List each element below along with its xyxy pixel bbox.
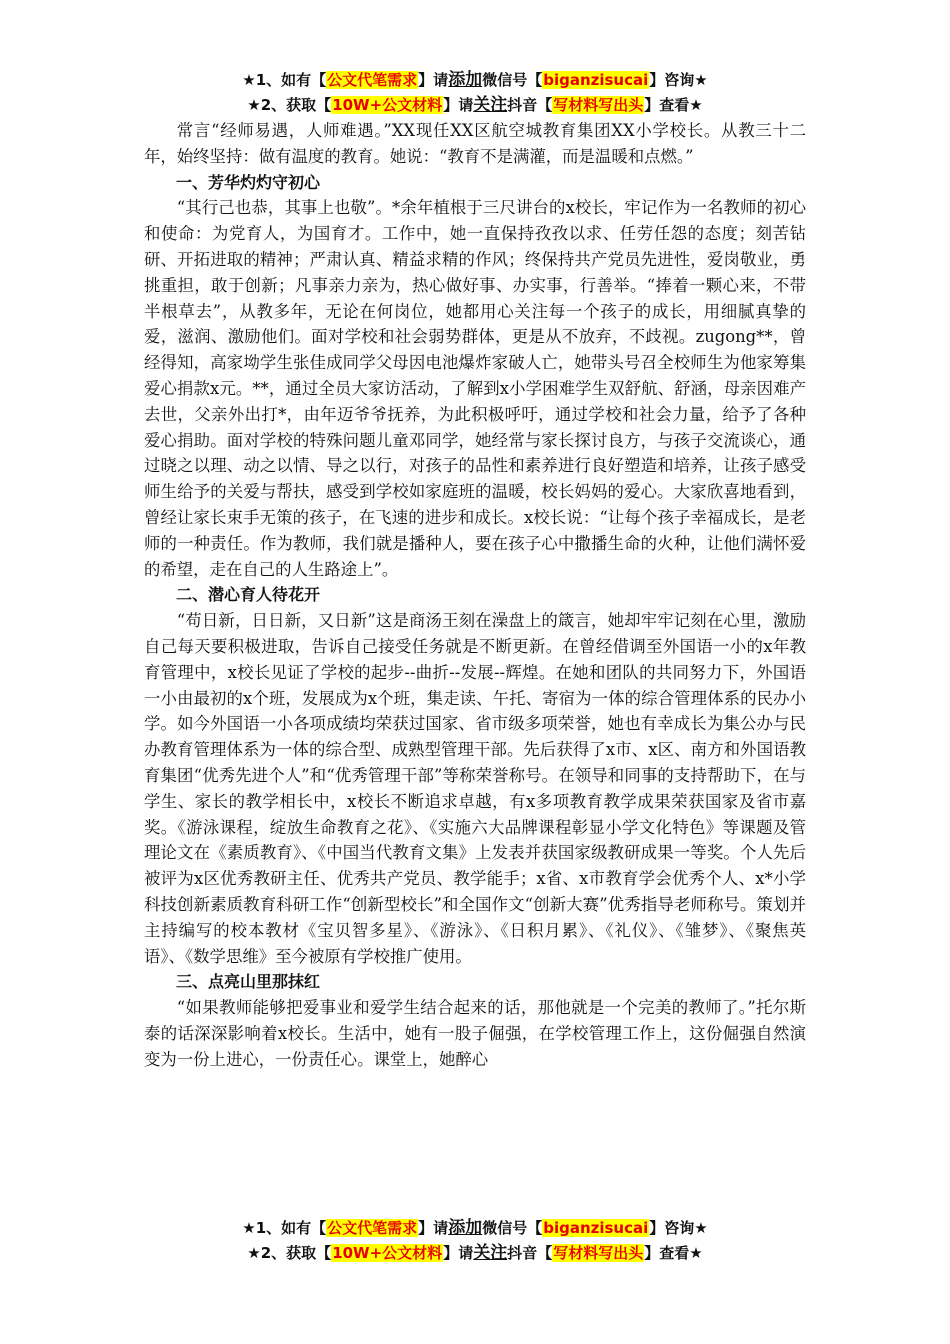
promo-text: ★1、如有【 (242, 1219, 327, 1237)
article-body (144, 118, 806, 1072)
promo-line-2 (0, 1241, 950, 1266)
promo-text: 抖音【 (507, 1244, 553, 1262)
promo-highlight: 公文代笔需求 (327, 1219, 418, 1237)
section-paragraph-2: “苟日新，日日新，又日新”这是商汤王刻在澡盘上的箴言，她却牢牢记刻在心里，激励自己每天要积极进取，告诉自己接受任务就是不断更新。在曾经借调至外国语一小的x年教育管理中，x校长见证了学校的起步--曲折--发展--辉煌。在她和团队的共同努力下，外国语一小由最初的x个班，发展成为x个班，集走读、午托、寄宿为一体的综合管理体系的民办小学。如今外国语一小各项成绩均荣获过国家、省市级多项荣誉，她也有幸成长为集公办与民办教育管理体系为一体的综合型、成熟型管理干部。先后获得了x市、x区、南方和外国语教育集团“优秀先进个人”和“优秀管理干部”等称荣誉称号。在领导和同事的支持帮助下，在与学生、家长的教学相长中，x校长不断追求卓越，有x多项教育教学成果荣获国家及省市嘉奖。《游泳课程，绽放生命教育之花》、《实施六大品牌课程彰显小学文化特色》等课题及管理论文在《素质教育》、《中国当代教育文集》上发表并获国家级教研成果一等奖。个人先后被评为x区优秀教研主任、优秀共产党员、教学能手；x省、x市教育学会优秀个人、x*小学科技创新素质教育科研工作“创新型校长”和全国作文“创新大赛”优秀指导老师称号。策划并主持编写的校本教材《宝贝智多星》、《游泳》、《日积月累》、《礼仪》、《雏梦》、《聚焦英语》、《数学思维》至今被原有学校推广使用。 (144, 611, 806, 966)
promo-highlight: 写材料写出头 (553, 1244, 644, 1262)
section-heading-3: 三、点亮山里那抹红 (176, 972, 321, 992)
promo-text: 】请 (443, 1244, 474, 1262)
section-heading-1: 一、芳华灼灼守初心 (176, 172, 321, 192)
promo-text: 】请 (443, 96, 474, 114)
promo-banner-top (0, 68, 950, 118)
intro-paragraph: 常言“经师易遇，人师难遇。”XX现任XX区航空城教育集团XX小学校长。从教三十二年，始终坚持：做有温度的教育。她说：“教育不是满灌，而是温暖和点燃。” (144, 121, 806, 166)
promo-text: 微信号【 (482, 1219, 543, 1237)
promo-highlight: biganzisucai (543, 1219, 649, 1237)
section-heading-2: 二、潜心育人待花开 (176, 585, 321, 605)
promo-text: ★1、如有【 (242, 71, 327, 89)
promo-text: ★2、获取【 (247, 1244, 332, 1262)
promo-emphasis: 关注 (473, 95, 508, 115)
promo-line-2 (0, 93, 950, 118)
promo-banner-bottom (0, 1216, 950, 1266)
promo-line-1 (0, 1216, 950, 1241)
promo-highlight: 10W+公文材料 (332, 1244, 443, 1262)
promo-emphasis: 关注 (473, 1243, 508, 1263)
promo-text: 】请 (418, 1219, 449, 1237)
section-paragraph-1: “其行己也恭，其事上也敬”。*余年植根于三尺讲台的x校长，牢记作为一名教师的初心和使命：为党育人，为国育才。工作中，她一直保持孜孜以求、任劳任怨的态度；刻苦钻研、开拓进取的精神；严肃认真、精益求精的作风；终保持共产党员先进性，爱岗敬业，勇挑重担，敢于创新；凡事亲力亲为，热心做好事、办实事，行善举。“捧着一颗心来，不带半根草去”，从教多年，无论在何岗位，她都用心关注每一个孩子的成长，用细腻真挚的爱，滋润、激励他们。面对学校和社会弱势群体，更是从不放弃，不歧视。zugong**，曾经得知，高家坳学生张佳成同学父母因电池爆炸家破人亡，她带头号召全校师生为他家筹集爱心捐款x元。**，通过全员大家访活动，了解到x小学困难学生双舒航、舒涵，母亲因难产去世，父亲外出打*，由年迈爷爷抚养，为此积极呼吁，通过学校和社会力量，给予了各种爱心捐助。面对学校的特殊问题儿童邓同学，她经常与家长探讨良方，与孩子交流谈心，通过晓之以理、动之以情、导之以行，对孩子的品性和素养进行良好塑造和培养，让孩子感受师生给予的关爱与帮扶，感受到学校如家庭班的温暖，校长妈妈的爱心。大家欣喜地看到，曾经让家长束手无策的孩子，在飞速的进步和成长。x校长说：“让每个孩子幸福成长，是老师的一种责任。作为教师，我们就是播种人，要在孩子心中撒播生命的火种，让他们满怀爱的希望，走在自己的人生路途上”。 (144, 198, 806, 579)
promo-highlight: 写材料写出头 (553, 96, 644, 114)
promo-text: 抖音【 (507, 96, 553, 114)
promo-text: ★2、获取【 (247, 96, 332, 114)
promo-text: 微信号【 (482, 71, 543, 89)
promo-text: 】请 (418, 71, 449, 89)
promo-highlight: 公文代笔需求 (327, 71, 418, 89)
section-paragraph-3: “如果教师能够把爱事业和爱学生结合起来的话，那他就是一个完美的教师了。”托尔斯泰的话深深影响着x校长。生活中，她有一股子倔强，在学校管理工作上，这份倔强自然演变为一份上进心，一份责任心。课堂上，她醉心 (144, 998, 806, 1069)
promo-text: 】咨询★ (649, 1219, 708, 1237)
promo-line-1 (0, 68, 950, 93)
promo-text: 】查看★ (644, 1244, 703, 1262)
promo-text: 】咨询★ (649, 71, 708, 89)
promo-emphasis: 添加 (448, 1218, 483, 1238)
promo-emphasis: 添加 (448, 70, 483, 90)
promo-highlight: 10W+公文材料 (332, 96, 443, 114)
promo-text: 】查看★ (644, 96, 703, 114)
promo-highlight: biganzisucai (543, 71, 649, 89)
